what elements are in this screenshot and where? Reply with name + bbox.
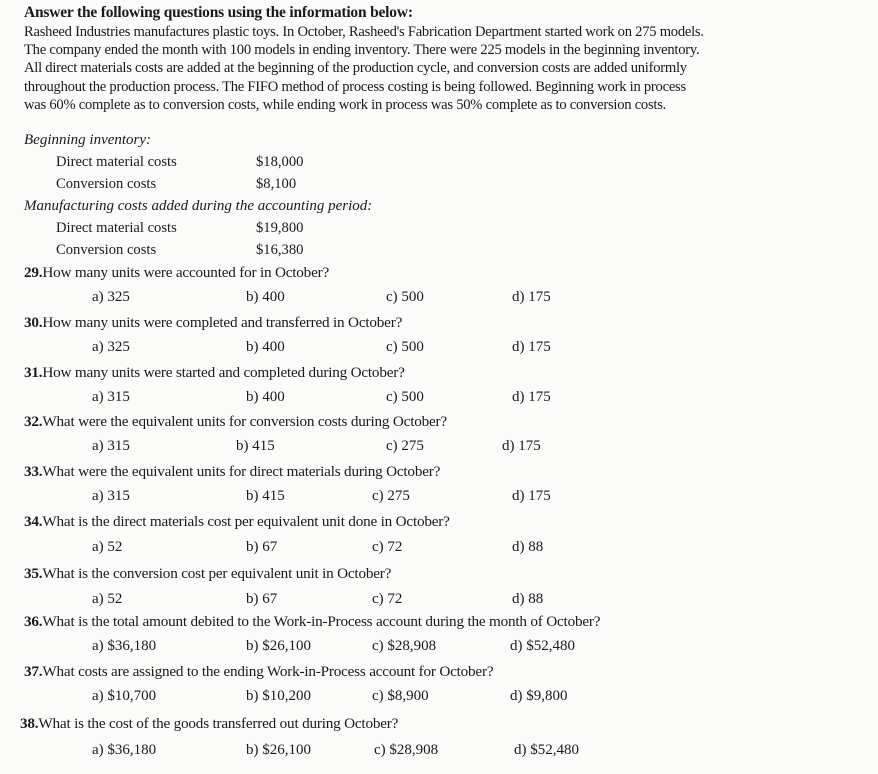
question-38 <box>20 715 398 733</box>
option-b[interactable]: b) 67 <box>246 591 278 607</box>
question-37 <box>24 663 493 681</box>
question-29 <box>24 264 329 282</box>
option-d[interactable]: d) 88 <box>512 539 544 555</box>
option-a[interactable]: a) $36,180 <box>92 638 157 654</box>
question-number: 32. <box>24 413 43 430</box>
problem-description <box>24 23 844 114</box>
cost-value: $16,380 <box>256 242 304 258</box>
option-a[interactable]: a) 315 <box>92 488 130 504</box>
question-number: 36. <box>24 613 43 630</box>
option-c[interactable]: c) 500 <box>386 339 424 355</box>
question-38-options <box>0 742 878 762</box>
added-cc-row <box>56 242 356 262</box>
question-text: How many units were accounted for in October? <box>42 264 330 281</box>
option-b[interactable]: b) 67 <box>246 539 278 555</box>
question-text: What is the cost of the goods transferred out during October? <box>38 715 399 732</box>
option-a[interactable]: a) 315 <box>92 389 130 405</box>
question-33 <box>24 463 440 481</box>
question-text: What were the equivalent units for direct materials during October? <box>42 463 441 480</box>
option-c[interactable]: c) $8,900 <box>372 688 429 704</box>
question-text: How many units were completed and transferred in October? <box>42 314 403 331</box>
intro-line: throughout the production process. The FIFO method of process costing is being followed. Beginning work in process <box>24 78 686 95</box>
option-a[interactable]: a) $10,700 <box>92 688 157 704</box>
option-d[interactable]: d) 175 <box>512 289 551 305</box>
option-c[interactable]: c) 72 <box>372 539 403 555</box>
option-b[interactable]: b) 400 <box>246 289 285 305</box>
question-35 <box>24 565 391 583</box>
option-c[interactable]: c) $28,908 <box>374 742 439 758</box>
question-29-options <box>0 289 878 309</box>
question-text: What is the direct materials cost per equivalent unit done in October? <box>42 513 450 530</box>
question-number: 29. <box>24 264 43 281</box>
question-number: 35. <box>24 565 43 582</box>
option-c[interactable]: c) 275 <box>386 438 424 454</box>
option-d[interactable]: d) 175 <box>512 389 551 405</box>
beginning-inventory-label: Beginning inventory: <box>24 132 152 148</box>
option-d[interactable]: d) 175 <box>512 339 551 355</box>
question-31 <box>24 364 405 382</box>
question-text: What costs are assigned to the ending Work-in-Process account for October? <box>42 663 494 680</box>
cost-value: $8,100 <box>256 176 297 192</box>
option-d[interactable]: d) 88 <box>512 591 544 607</box>
option-a[interactable]: a) 315 <box>92 438 130 454</box>
cost-label: Conversion costs <box>56 176 157 192</box>
question-35-options <box>0 591 878 611</box>
option-d[interactable]: d) 175 <box>502 438 541 454</box>
option-b[interactable]: b) $26,100 <box>246 638 311 654</box>
beginning-cc-row <box>56 176 356 196</box>
question-30-options <box>0 339 878 359</box>
question-34-options <box>0 539 878 559</box>
cost-label: Conversion costs <box>56 242 157 258</box>
option-d[interactable]: d) $9,800 <box>510 688 568 704</box>
option-c[interactable]: c) $28,908 <box>372 638 437 654</box>
question-text: What were the equivalent units for conversion costs during October? <box>42 413 447 430</box>
question-text: What is the conversion cost per equivalent unit in October? <box>42 565 392 582</box>
option-a[interactable]: a) 52 <box>92 591 123 607</box>
question-number: 38. <box>20 715 39 732</box>
option-b[interactable]: b) 415 <box>246 488 285 504</box>
question-number: 33. <box>24 463 43 480</box>
option-b[interactable]: b) 400 <box>246 389 285 405</box>
intro-line: All direct materials costs are added at the beginning of the production cycle, and conversion costs are added uniformly <box>24 60 687 77</box>
option-c[interactable]: c) 500 <box>386 289 424 305</box>
question-32 <box>24 413 447 431</box>
intro-line: The company ended the month with 100 models in ending inventory. There were 225 models in the beginning inventory. <box>24 42 700 59</box>
question-30 <box>24 314 402 332</box>
instructions-heading: Answer the following questions using the information below: <box>24 4 413 21</box>
cost-label: Direct material costs <box>56 154 177 170</box>
question-number: 31. <box>24 364 43 381</box>
question-text: How many units were started and completed during October? <box>42 364 405 381</box>
option-b[interactable]: b) $26,100 <box>246 742 311 758</box>
question-31-options <box>0 389 878 409</box>
cost-value: $19,800 <box>256 220 304 236</box>
question-32-options <box>0 438 878 458</box>
option-b[interactable]: b) $10,200 <box>246 688 311 704</box>
option-a[interactable]: a) $36,180 <box>92 742 157 758</box>
question-number: 30. <box>24 314 43 331</box>
manufacturing-costs-label: Manufacturing costs added during the accounting period: <box>24 198 373 214</box>
option-a[interactable]: a) 325 <box>92 289 130 305</box>
option-b[interactable]: b) 415 <box>236 438 275 454</box>
question-33-options <box>0 488 878 508</box>
option-b[interactable]: b) 400 <box>246 339 285 355</box>
question-number: 34. <box>24 513 43 530</box>
cost-label: Direct material costs <box>56 220 177 236</box>
question-36-options <box>0 638 878 658</box>
question-36 <box>24 613 600 631</box>
question-34 <box>24 513 450 531</box>
option-d[interactable]: d) 175 <box>512 488 551 504</box>
option-d[interactable]: d) $52,480 <box>510 638 575 654</box>
option-d[interactable]: d) $52,480 <box>514 742 579 758</box>
option-c[interactable]: c) 275 <box>372 488 410 504</box>
cost-value: $18,000 <box>256 154 304 170</box>
question-text: What is the total amount debited to the Work-in-Process account during the month of October? <box>42 613 601 630</box>
option-c[interactable]: c) 72 <box>372 591 403 607</box>
option-a[interactable]: a) 52 <box>92 539 123 555</box>
question-37-options <box>0 688 878 708</box>
option-a[interactable]: a) 325 <box>92 339 130 355</box>
question-number: 37. <box>24 663 43 680</box>
beginning-dm-row <box>56 154 356 174</box>
added-dm-row <box>56 220 356 240</box>
intro-line: Rasheed Industries manufactures plastic toys. In October, Rasheed's Fabrication Department started work on 275 models. <box>24 24 704 40</box>
intro-line: was 60% complete as to conversion costs, while ending work in process was 50% complete as to conversion costs. <box>24 96 667 113</box>
option-c[interactable]: c) 500 <box>386 389 424 405</box>
